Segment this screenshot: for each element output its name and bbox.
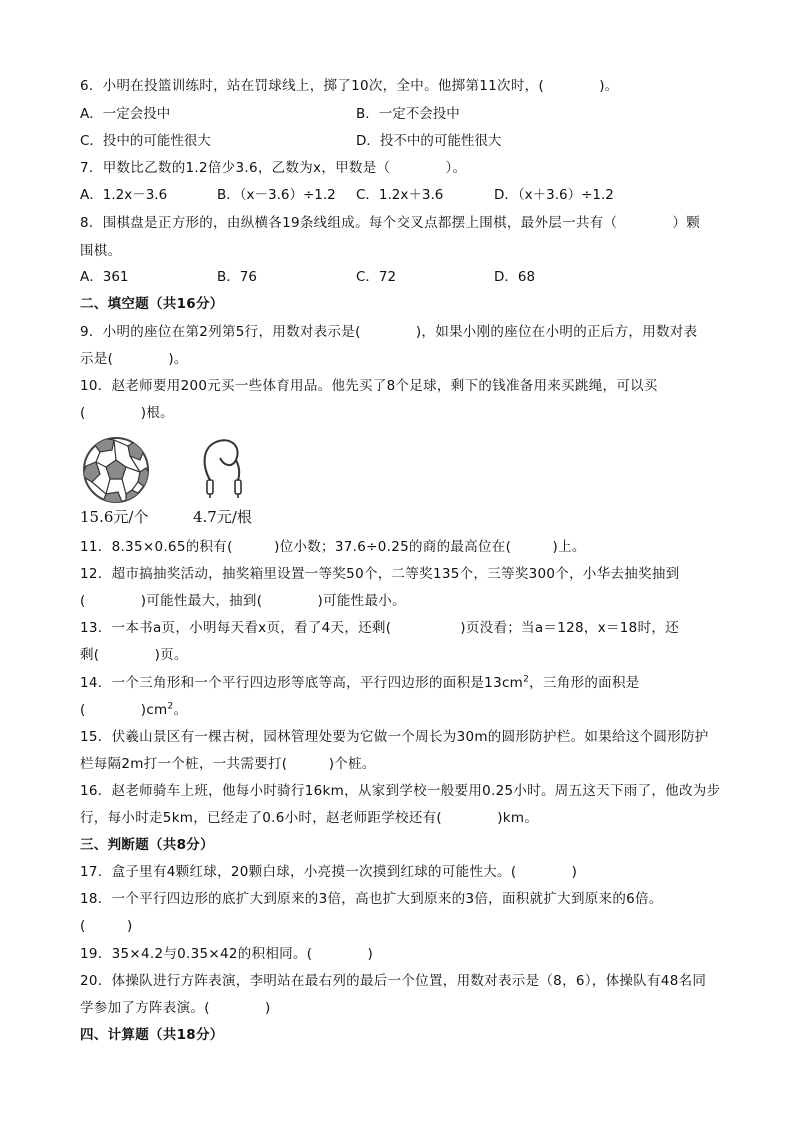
question-18-line-2: ( ) [80,918,133,934]
question-9-line-1: 9．小明的座位在第2列第5行，用数对表示是( )，如果小刚的座位在小明的正后方，用数对表 [80,324,698,340]
q7-option-b: B．（x－3.6）÷1.2 [217,187,336,203]
q8-option-b: B．76 [217,269,257,285]
question-18-line-1: 18．一个平行四边形的底扩大到原来的3倍，高也扩大到原来的3倍，面积就扩大到原来的6倍。 [80,891,663,907]
q7-option-c: C．1.2x＋3.6 [356,187,444,203]
q6-option-a: A．一定会投中 [80,106,171,122]
question-9-line-2: 示是( )。 [80,351,188,367]
question-20-line-2: 学参加了方阵表演。( ) [80,1000,271,1016]
soccer-price-caption: 15.6元/个 [80,508,149,526]
question-11: 11．8.35×0.65的积有( )位小数；37.6÷0.25的商的最高位在( )上。 [80,539,586,555]
soccer-ball-icon [82,436,150,504]
question-20-line-1: 20．体操队进行方阵表演，李明站在最右列的最后一个位置，用数对表示是（8，6），体操队有48名同 [80,973,707,989]
q7-option-a: A．1.2x－3.6 [80,187,168,203]
question-12-line-2: ( )可能性最大，抽到( )可能性最小。 [80,593,406,609]
question-14-line-1: 14．一个三角形和一个平行四边形等底等高，平行四边形的面积是$13cm^2$，三角形的面积是 [80,674,640,691]
q8-option-a: A．361 [80,269,129,285]
question-13-line-2: 剩( )页。 [80,647,188,663]
section-3-heading: 三、判断题（共8分） [80,837,214,853]
question-12-line-1: 12．超市搞抽奖活动，抽奖箱里设置一等奖50个，二等奖135个，三等奖300个，小华去抽奖抽到 [80,566,680,582]
q7-option-d: D．（x＋3.6）÷1.2 [494,187,614,203]
question-17: 17．盒子里有4颗红球，20颗白球，小亮摸一次摸到红球的可能性大。( ) [80,864,578,880]
jump-rope-icon [196,436,254,500]
question-8-line-1: 8．围棋盘是正方形的，由纵横各19条线组成。每个交叉点都摆上围棋，最外层一共有（ ）颗 [80,215,701,231]
question-7: 7．甲数比乙数的1.2倍少3.6，乙数为x，甲数是（ ）。 [80,160,467,176]
q8-option-c: C．72 [356,269,397,285]
question-8-line-2: 围棋。 [80,243,122,259]
q6-option-b: B．一定不会投中 [356,106,460,122]
question-14-line-2: ( )$cm^2$。 [80,701,188,718]
question-10-line-1: 10．赵老师要用200元买一些体育用品。他先买了8个足球，剩下的钱准备用来买跳绳，可以买 [80,378,658,394]
question-15-line-1: 15．伏羲山景区有一棵古树，园林管理处要为它做一个周长为30m的圆形防护栏。如果给这个圆形防护 [80,729,709,745]
rope-price-caption: 4.7元/根 [193,508,252,526]
question-16-line-2: 行，每小时走5km，已经走了0.6小时，赵老师距学校还有( )km。 [80,810,539,826]
q8-option-d: D．68 [494,269,536,285]
question-16-line-1: 16．赵老师骑车上班，他每小时骑行16km，从家到学校一般要用0.25小时。周五这天下雨了，他改为步 [80,783,721,799]
question-6: 6．小明在投篮训练时，站在罚球线上，掷了10次，全中。他掷第11次时，( )。 [80,78,619,94]
section-4-heading: 四、计算题（共18分） [80,1027,224,1043]
question-10-line-2: ( )根。 [80,405,174,421]
question-13-line-1: 13．一本书a页，小明每天看x页，看了4天，还剩( )页没看；当a＝128，x＝18时，还 [80,620,679,636]
section-2-heading: 二、填空题（共16分） [80,296,224,312]
question-15-line-2: 栏每隔2m打一个桩，一共需要打( )个桩。 [80,756,376,772]
question-19: 19．35×4.2与0.35×42的积相同。( ) [80,946,374,962]
q6-option-c: C．投中的可能性很大 [80,133,211,149]
q6-option-d: D．投不中的可能性很大 [356,133,502,149]
